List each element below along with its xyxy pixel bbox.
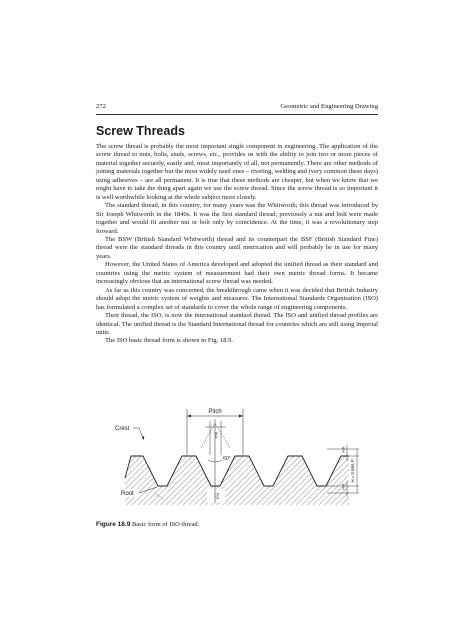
section-title: Screw Threads: [96, 124, 185, 138]
figure-caption-label: Figure 18.9: [96, 521, 131, 528]
running-title: Geometric and Engineering Drawing: [280, 103, 378, 110]
angle-label: 60°: [223, 456, 231, 462]
arrow-head: [187, 415, 191, 418]
figure-caption: [96, 521, 199, 528]
root-label: Root: [121, 491, 134, 497]
arrow-head: [239, 415, 243, 418]
figure-caption-text: Basic form of ISO thread.: [130, 521, 200, 528]
h8-label: H/8: [341, 446, 346, 453]
paragraph: The ISO basic thread form is shown in Fig. 18.9.: [105, 337, 234, 345]
page-number: 272: [96, 103, 106, 110]
p4-label: P/4: [215, 492, 220, 500]
h4-label: H/4: [341, 483, 346, 490]
h-formula-label: H = 0.866 P: [350, 459, 355, 483]
paragraph: The screw thread is probably the most important single component in engineering. The application of the screw thread to nuts, bolts, studs, screws, etc., provides us with the ability to join two or more pieces of material together securely, easily and, most importantly of all, not permanently. There are other methods of joining materials together but the most widely used ones – riveting, welding and (very common these days) using adhesives – are all permanent. It is true that these methods are cheaper, but when we know that we might have to take the thing apart again we use the screw thread. Since the screw thread is so important it is well worthwhile looking at the whole subject more closely.: [96, 143, 378, 201]
crest-leader: [133, 428, 143, 438]
thread-diagram: [115, 403, 365, 515]
header-rule: [96, 114, 378, 115]
thread-section: [125, 456, 349, 505]
body-text: [96, 143, 378, 346]
paragraph: The standard thread, in this country, for many years was the Whitworth; this thread was introduced by Sir Joseph Whitworth in the 1840s. It was the first standard thread; previously a nut and bolt were made together and would fit another nut or bolt only by coincidence. At the time, it was a revolutionary step forward.: [96, 202, 378, 235]
crest-label: Crest: [115, 426, 130, 432]
paragraph: Their thread, the ISO, is now the international standard thread. The ISO and unified thread profiles are identical. The unified thread is the Standard International thread for countries which are still using imperial units.: [96, 312, 378, 336]
arrow-head: [142, 436, 145, 440]
pitch-label: Pitch: [208, 409, 222, 415]
paragraph: As far as this country was concerned, the breakthrough came when it was decided that British Industry should adopt the metric system of weights and measures. The International Standards Organisation (ISO) has formulated a complex set of standards to cover the whole range of engineering components.: [96, 286, 378, 311]
paragraph: However, the United States of America developed and adopted the unified thread as their standard and countries using the metric system of measurement had their own metric thread forms. It became increasingly obvious that an international screw thread was needed.: [96, 261, 378, 286]
p8-label: P/8: [213, 431, 219, 439]
paragraph: The BSW (British Standard Whitworth) thread and its counterpart the BSF (British Standard Fine) thread were the standard threads in this country until metrication and will probably be in use for many years.: [96, 235, 378, 260]
